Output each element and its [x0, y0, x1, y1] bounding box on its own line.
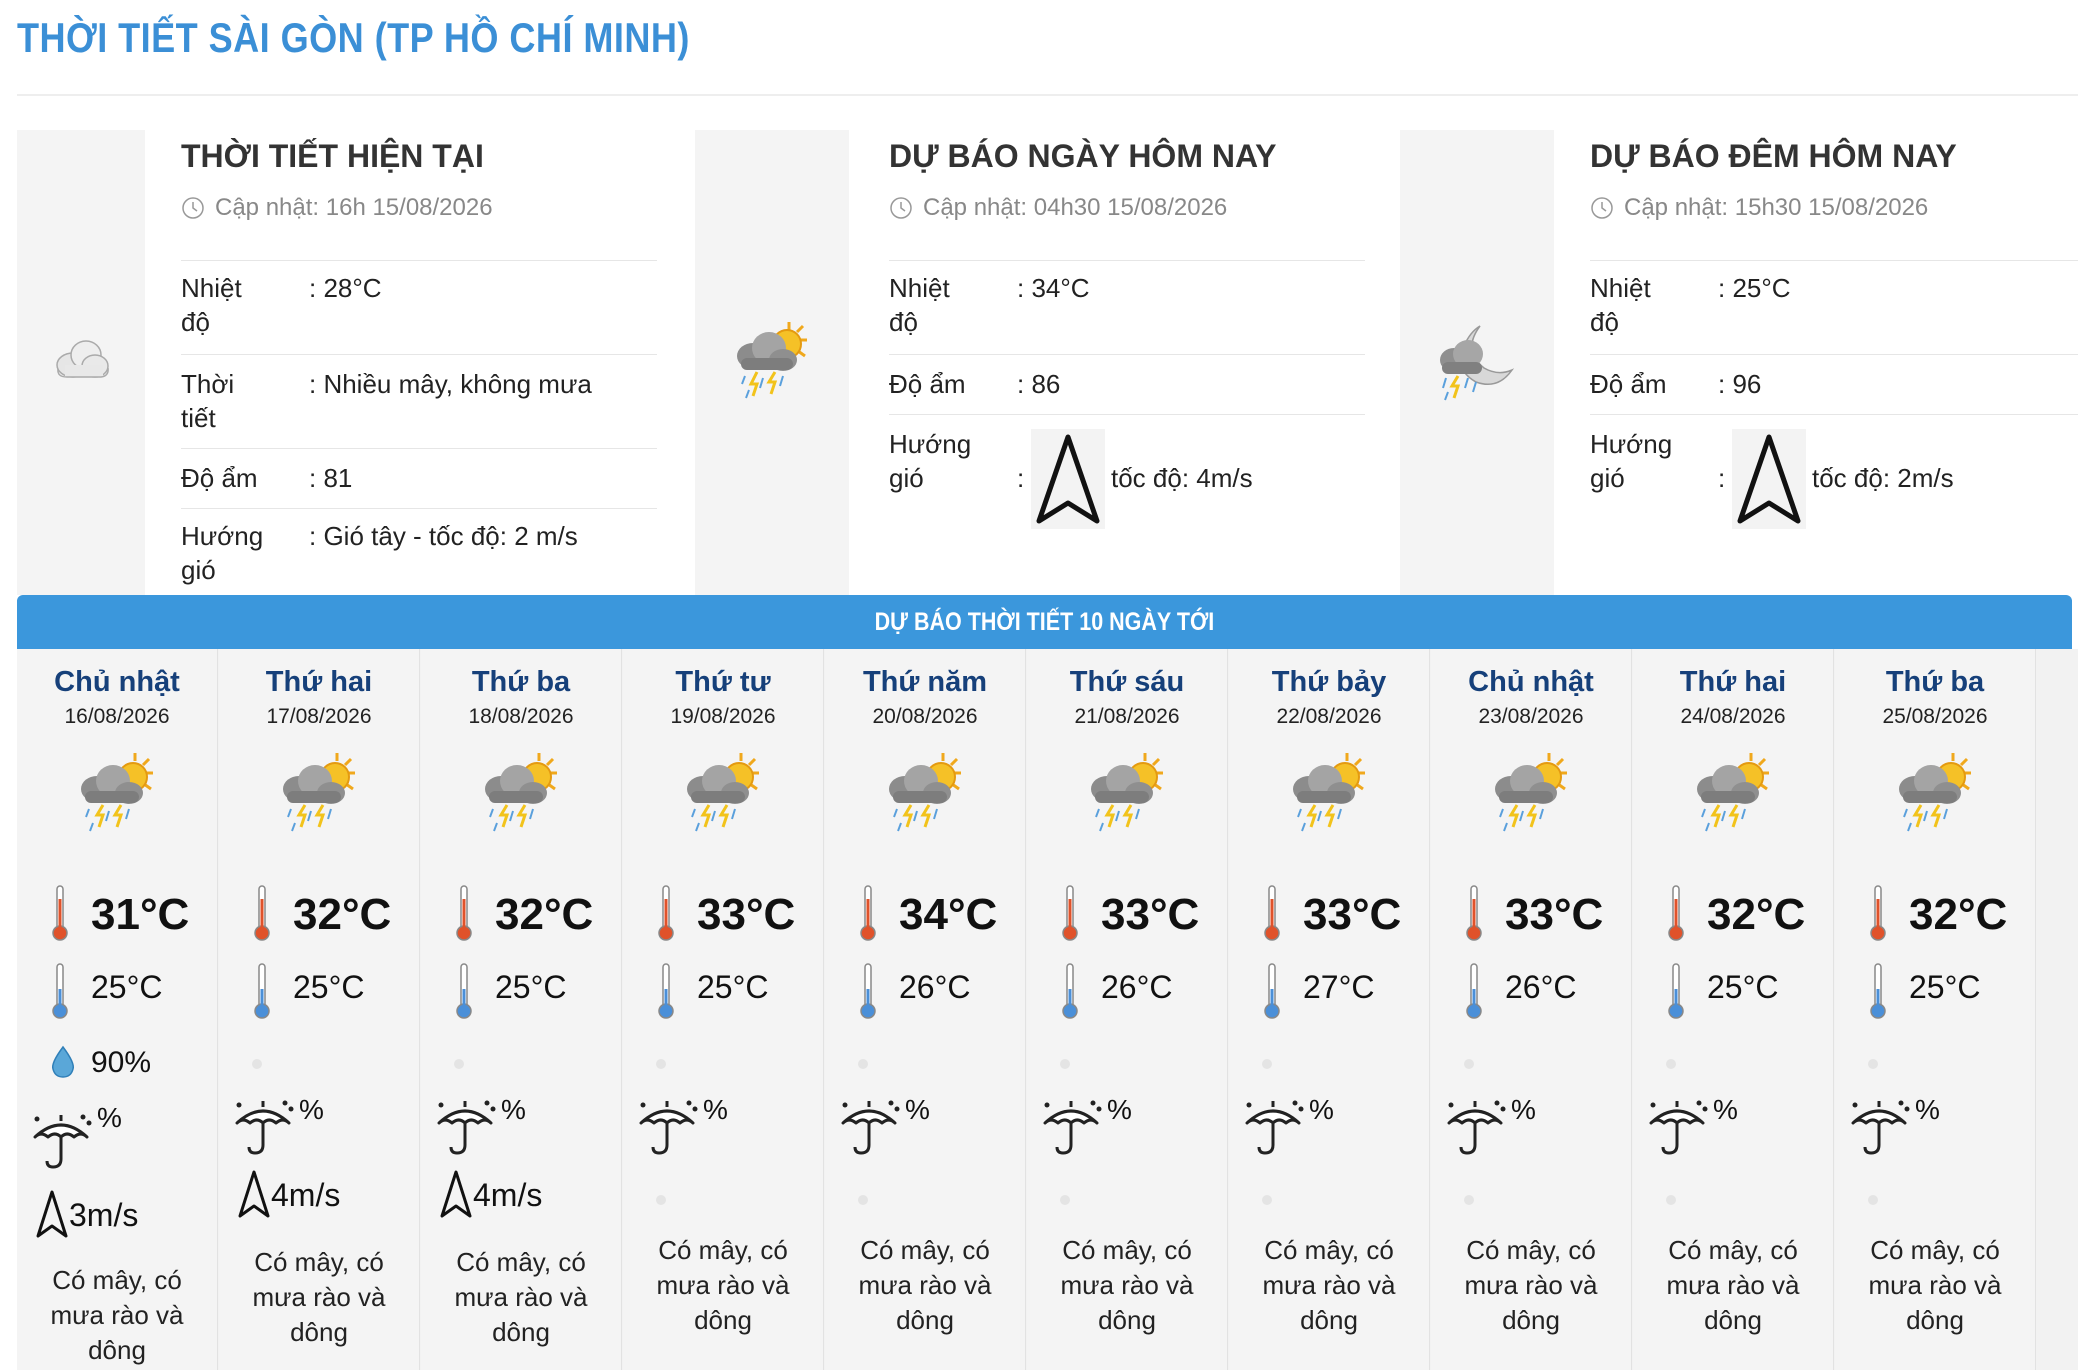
today-updated-text: Cập nhật: 04h30 15/08/2026: [923, 194, 1228, 221]
current-weather-panel: [17, 130, 657, 595]
forecast-day-card: [1633, 649, 1834, 1370]
storm-sun-icon: [731, 318, 813, 402]
page-title: THỜI TIẾT SÀI GÒN (TP HỒ CHÍ MINH): [17, 14, 690, 61]
row-label: Nhiệt độ: [889, 273, 950, 337]
temp-min: 26°C: [1101, 969, 1173, 1005]
humidity-placeholder-dot: [1060, 1059, 1070, 1069]
thunderstorm-sun-icon: [479, 749, 563, 833]
wind-placeholder-dot: [858, 1195, 868, 1205]
day-description: Có mây, có mưa rào và dông: [50, 1265, 184, 1365]
row-value: :: [1017, 463, 1025, 493]
wind-direction-icon: [1031, 429, 1105, 529]
temp-max: 32°C: [293, 890, 392, 939]
thermometer-hot-icon: [51, 885, 69, 943]
wind-speed: tốc độ: 4m/s: [1111, 463, 1253, 493]
temp-min: 25°C: [1707, 969, 1779, 1005]
row-label: Thời tiết: [181, 369, 235, 433]
day-name: Thứ sáu: [1069, 666, 1185, 698]
forecast-day-card: [421, 649, 622, 1370]
thermometer-cold-icon: [455, 963, 473, 1021]
thermometer-cold-icon: [657, 963, 675, 1021]
current-row-humidity: [181, 448, 657, 508]
temp-max: 31°C: [91, 890, 190, 939]
thermometer-cold-icon: [1061, 963, 1079, 1021]
row-label: Hướng gió: [1590, 429, 1673, 493]
row-value: : Nhiều mây, không mưa: [309, 369, 592, 399]
temp-max: 34°C: [899, 890, 998, 939]
wind-placeholder-dot: [1060, 1195, 1070, 1205]
forecast-day-card: [1027, 649, 1228, 1370]
row-label: Độ ẩm: [889, 369, 966, 399]
rain-chance: %: [1511, 1094, 1536, 1125]
thermometer-cold-icon: [1869, 963, 1887, 1021]
forecast-10day-title: DỰ BÁO THỜI TIẾT 10 NGÀY TỚI: [874, 608, 1215, 636]
day-date: 19/08/2026: [670, 705, 776, 728]
temp-max: 33°C: [1101, 890, 1200, 939]
clock-icon: [889, 196, 913, 220]
humidity-placeholder-dot: [1666, 1059, 1676, 1069]
wind-speed: 4m/s: [473, 1177, 543, 1213]
row-value: : 86: [1017, 369, 1061, 399]
day-description: Có mây, có mưa rào và dông: [1666, 1235, 1800, 1335]
tonight-row-humidity: [1590, 354, 2078, 414]
day-name: Thứ ba: [1885, 666, 1985, 698]
row-label: Độ ẩm: [1590, 369, 1667, 399]
thermometer-hot-icon: [1667, 885, 1685, 943]
clock-icon: [1590, 196, 1614, 220]
row-value: : 96: [1718, 369, 1762, 399]
thermometer-hot-icon: [455, 885, 473, 943]
wind-speed: 3m/s: [69, 1197, 139, 1233]
forecast-10day-grid: [17, 649, 2078, 1370]
row-value: :: [1718, 463, 1726, 493]
day-description: Có mây, có mưa rào và dông: [454, 1247, 588, 1347]
humidity-placeholder-dot: [656, 1059, 666, 1069]
forecast-day-card: [17, 649, 218, 1370]
wind-direction-icon: [439, 1169, 473, 1219]
forecast-10day-header: [17, 595, 2072, 649]
rain-chance: %: [1915, 1094, 1940, 1125]
day-date: 23/08/2026: [1478, 705, 1584, 728]
tonight-row-temp: [1590, 260, 2078, 354]
row-label: Hướng gió: [889, 429, 972, 493]
row-value: : Gió tây - tốc độ: 2 m/s: [309, 521, 578, 551]
humidity-placeholder-dot: [1262, 1059, 1272, 1069]
day-description: Có mây, có mưa rào và dông: [252, 1247, 386, 1347]
tonight-row-wind: [1590, 414, 2078, 554]
wind-placeholder-dot: [656, 1195, 666, 1205]
thermometer-hot-icon: [1869, 885, 1887, 943]
thermometer-hot-icon: [1465, 885, 1483, 943]
humidity-placeholder-dot: [1868, 1059, 1878, 1069]
temp-min: 26°C: [899, 969, 971, 1005]
tonight-updated-text: Cập nhật: 15h30 15/08/2026: [1624, 194, 1929, 221]
rain-chance: %: [501, 1094, 526, 1125]
today-icon-column: [695, 130, 849, 595]
forecast-day-card: [219, 649, 420, 1370]
wind-speed: tốc độ: 2m/s: [1812, 463, 1954, 493]
thunderstorm-sun-icon: [681, 749, 765, 833]
umbrella-icon: [1243, 1097, 1307, 1157]
row-label: Nhiệt độ: [1590, 273, 1651, 337]
tonight-updated: [1590, 192, 1928, 224]
forecast-day-card: [623, 649, 824, 1370]
thunderstorm-sun-icon: [1085, 749, 1169, 833]
umbrella-icon: [31, 1111, 95, 1171]
day-date: 21/08/2026: [1074, 705, 1180, 728]
thermometer-cold-icon: [859, 963, 877, 1021]
umbrella-icon: [1041, 1097, 1105, 1157]
rain-chance: %: [1713, 1094, 1738, 1125]
day-description: Có mây, có mưa rào và dông: [1464, 1235, 1598, 1335]
forecast-day-card: [1229, 649, 1430, 1370]
tonight-heading: DỰ BÁO ĐÊM HÔM NAY: [1590, 138, 1957, 174]
umbrella-icon: [1849, 1097, 1913, 1157]
thermometer-hot-icon: [1263, 885, 1281, 943]
wind-direction-icon: [237, 1169, 271, 1219]
thunderstorm-sun-icon: [1893, 749, 1977, 833]
temp-max: 33°C: [1505, 890, 1604, 939]
day-description: Có mây, có mưa rào và dông: [1262, 1235, 1396, 1335]
row-value: : 28°C: [309, 273, 382, 303]
row-label: Nhiệt độ: [181, 273, 242, 337]
today-row-temp: [889, 260, 1365, 354]
thermometer-cold-icon: [1465, 963, 1483, 1021]
day-description: Có mây, có mưa rào và dông: [1060, 1235, 1194, 1335]
thermometer-hot-icon: [253, 885, 271, 943]
current-updated-text: Cập nhật: 16h 15/08/2026: [215, 194, 493, 221]
today-row-humidity: [889, 354, 1365, 414]
rain-chance: %: [299, 1094, 324, 1125]
wind-direction-icon: [35, 1189, 69, 1239]
thermometer-cold-icon: [51, 963, 69, 1021]
tonight-icon-column: [1400, 130, 1554, 595]
thermometer-cold-icon: [1263, 963, 1281, 1021]
day-name: Thứ hai: [1679, 666, 1787, 698]
humidity-drop-icon: [49, 1045, 77, 1079]
current-updated: [181, 192, 493, 224]
temp-min: 25°C: [293, 969, 365, 1005]
temp-min: 26°C: [1505, 969, 1577, 1005]
temp-max: 33°C: [697, 890, 796, 939]
today-forecast-panel: [695, 130, 1365, 595]
humidity-placeholder-dot: [454, 1059, 464, 1069]
wind-placeholder-dot: [1666, 1195, 1676, 1205]
temp-min: 25°C: [697, 969, 769, 1005]
temp-min: 27°C: [1303, 969, 1375, 1005]
title-divider: [17, 94, 2078, 96]
forecast-day-card: [825, 649, 1026, 1370]
day-name: Chủ nhật: [54, 666, 180, 698]
rain-chance: %: [905, 1094, 930, 1125]
thunderstorm-sun-icon: [1691, 749, 1775, 833]
thunderstorm-sun-icon: [1489, 749, 1573, 833]
forecast-day-card: [1835, 649, 2036, 1370]
umbrella-icon: [839, 1097, 903, 1157]
umbrella-icon: [637, 1097, 701, 1157]
wind-placeholder-dot: [1868, 1195, 1878, 1205]
row-value: : 34°C: [1017, 273, 1090, 303]
storm-moon-icon: [1436, 320, 1518, 404]
current-icon-column: [17, 130, 145, 595]
temp-min: 25°C: [91, 969, 163, 1005]
day-description: Có mây, có mưa rào và dông: [1868, 1235, 2002, 1335]
row-label: Hướng gió: [181, 521, 264, 585]
day-name: Thứ tư: [675, 666, 771, 698]
row-value: : 81: [309, 463, 353, 493]
day-date: 24/08/2026: [1680, 705, 1786, 728]
day-description: Có mây, có mưa rào và dông: [858, 1235, 992, 1335]
umbrella-icon: [1445, 1097, 1509, 1157]
wind-placeholder-dot: [1262, 1195, 1272, 1205]
wind-placeholder-dot: [1464, 1195, 1474, 1205]
current-row-wind: [181, 508, 657, 596]
row-value: : 25°C: [1718, 273, 1791, 303]
humidity: 90%: [91, 1046, 152, 1079]
thunderstorm-sun-icon: [1287, 749, 1371, 833]
temp-max: 32°C: [495, 890, 594, 939]
clock-icon: [181, 196, 205, 220]
wind-speed: 4m/s: [271, 1177, 341, 1213]
today-updated: [889, 192, 1227, 224]
day-date: 18/08/2026: [468, 705, 574, 728]
wind-direction-icon: [1732, 429, 1806, 529]
current-row-temp: [181, 260, 657, 354]
current-row-condition: [181, 354, 657, 448]
thermometer-cold-icon: [253, 963, 271, 1021]
thunderstorm-sun-icon: [277, 749, 361, 833]
cloud-icon: [53, 335, 111, 381]
thermometer-hot-icon: [657, 885, 675, 943]
thunderstorm-sun-icon: [75, 749, 159, 833]
humidity-placeholder-dot: [1464, 1059, 1474, 1069]
day-name: Thứ ba: [471, 666, 571, 698]
temp-max: 33°C: [1303, 890, 1402, 939]
humidity-placeholder-dot: [858, 1059, 868, 1069]
umbrella-icon: [435, 1097, 499, 1157]
temp-min: 25°C: [495, 969, 567, 1005]
row-label: Độ ẩm: [181, 463, 258, 493]
day-name: Thứ hai: [265, 666, 373, 698]
day-date: 25/08/2026: [1882, 705, 1988, 728]
day-name: Chủ nhật: [1468, 666, 1594, 698]
forecast-day-card: [1431, 649, 1632, 1370]
temp-max: 32°C: [1909, 890, 2008, 939]
umbrella-icon: [1647, 1097, 1711, 1157]
thermometer-cold-icon: [1667, 963, 1685, 1021]
day-name: Thứ bảy: [1271, 666, 1387, 698]
today-heading: DỰ BÁO NGÀY HÔM NAY: [889, 138, 1277, 174]
temp-max: 32°C: [1707, 890, 1806, 939]
day-date: 22/08/2026: [1276, 705, 1382, 728]
temp-min: 25°C: [1909, 969, 1981, 1005]
humidity-placeholder-dot: [252, 1059, 262, 1069]
day-date: 20/08/2026: [872, 705, 978, 728]
rain-chance: %: [97, 1102, 122, 1133]
day-date: 17/08/2026: [266, 705, 372, 728]
day-description: Có mây, có mưa rào và dông: [656, 1235, 790, 1335]
rain-chance: %: [703, 1094, 728, 1125]
rain-chance: %: [1309, 1094, 1334, 1125]
thunderstorm-sun-icon: [883, 749, 967, 833]
thermometer-hot-icon: [1061, 885, 1079, 943]
tonight-forecast-panel: [1400, 130, 2078, 595]
day-name: Thứ năm: [862, 666, 988, 698]
today-row-wind: [889, 414, 1365, 554]
current-heading: THỜI TIẾT HIỆN TẠI: [181, 138, 484, 174]
thermometer-hot-icon: [859, 885, 877, 943]
day-date: 16/08/2026: [64, 705, 170, 728]
umbrella-icon: [233, 1097, 297, 1157]
rain-chance: %: [1107, 1094, 1132, 1125]
